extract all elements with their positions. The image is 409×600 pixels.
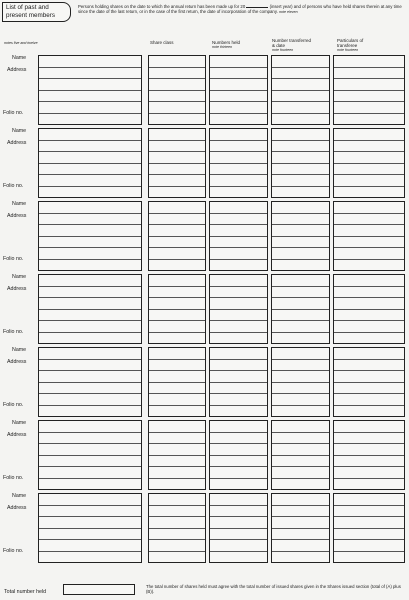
particulars-heading [337,38,363,53]
entry-row-field[interactable] [210,529,267,541]
entry-row-field[interactable] [272,506,329,518]
entry-row-field[interactable] [272,237,329,249]
entry-row-field[interactable] [334,310,404,322]
entry-row-field[interactable] [334,517,404,529]
entry-row-field[interactable] [39,91,141,103]
share-class-grid [148,493,206,563]
entry-row-field[interactable] [272,287,329,299]
numbers-held-note: note thirteen [212,45,232,49]
entry-row-field[interactable] [272,552,329,563]
entry-row-field[interactable] [149,129,205,141]
entry-row-field[interactable] [39,152,141,164]
entry-row-field[interactable] [210,552,267,563]
entry-row-field[interactable] [334,260,404,271]
entry-row-field[interactable] [149,433,205,445]
entry-row-field[interactable] [149,225,205,237]
entry-row-field[interactable] [272,360,329,372]
entry-row-field[interactable] [149,298,205,310]
entry-row-field[interactable] [149,141,205,153]
entry-row-field[interactable] [272,260,329,271]
name-address-grid [38,55,142,125]
number-transferred-label1: Number transferred [272,38,312,43]
entry-row-field[interactable] [272,433,329,445]
entry-row-field[interactable] [39,79,141,91]
particulars-grid [333,201,405,271]
name-label: Name [12,55,27,61]
entry-row-field[interactable] [334,444,404,456]
intro-part1: Persons holding shares on the date to which the annual return has been made up for 20 [78,4,246,9]
entry-row-field[interactable] [334,187,404,198]
entry-row-field[interactable] [272,298,329,310]
name-label: Name [12,201,27,207]
share-class-grid [148,420,206,490]
entry-row-field[interactable] [210,348,267,360]
numbers-held-grid [209,274,268,344]
number-transferred-note: note fourteen [272,48,294,52]
folio-label: Folio no. [3,183,24,189]
section-title-line2: present members [6,12,55,19]
entry-row-field[interactable] [272,394,329,406]
entry-row-field[interactable] [210,187,267,198]
member-block [0,55,409,129]
total-number-held-field[interactable] [63,584,135,595]
entry-row-field[interactable] [210,225,267,237]
entry-row-field[interactable] [149,383,205,395]
entry-row-field[interactable] [272,310,329,322]
name-label: Name [12,347,27,353]
particulars-grid [333,347,405,417]
entry-row-field[interactable] [272,406,329,417]
entry-row-field[interactable] [210,321,267,333]
particulars-grid [333,128,405,198]
entry-row-field[interactable] [272,421,329,433]
entry-row-field[interactable] [149,237,205,249]
entry-row-field[interactable] [272,529,329,541]
name-column-note: notes five and twelve [4,41,38,45]
entry-row-field[interactable] [39,175,141,187]
entry-row-field[interactable] [210,456,267,468]
numbers-held-grid [209,347,268,417]
entry-row-field[interactable] [334,68,404,80]
entry-row-field[interactable] [272,540,329,552]
entry-row-field[interactable] [334,506,404,518]
numbers-held-grid [209,493,268,563]
particulars-grid [333,493,405,563]
number-transferred-grid [271,347,330,417]
entry-row-field[interactable] [210,175,267,187]
entry-row-field[interactable] [272,517,329,529]
address-label: Address [7,505,27,511]
entry-row-field[interactable] [334,529,404,541]
entry-row-field[interactable] [272,129,329,141]
entry-row-field[interactable] [39,383,141,395]
entry-row-field[interactable] [272,187,329,198]
entry-row-field[interactable] [149,371,205,383]
entry-row-field[interactable] [39,394,141,406]
entry-row-field[interactable] [334,552,404,563]
section-title-line1: List of past and [6,4,49,11]
entry-row-field[interactable] [39,406,141,417]
particulars-label2: transferee [337,43,358,48]
entry-row-field[interactable] [149,187,205,198]
numbers-held-label: Numbers held [212,40,241,45]
number-transferred-grid [271,55,330,125]
entry-row-field[interactable] [149,102,205,114]
entry-row-field[interactable] [149,56,205,68]
entry-row-field[interactable] [39,275,141,287]
entry-row-field[interactable] [149,360,205,372]
address-label: Address [7,67,27,73]
number-transferred-grid [271,493,330,563]
entry-row-field[interactable] [149,321,205,333]
entry-row-field[interactable] [334,275,404,287]
entry-row-field[interactable] [39,552,141,563]
entry-row-field[interactable] [39,164,141,176]
entry-row-field[interactable] [149,444,205,456]
entry-row-field[interactable] [210,479,267,490]
entry-row-field[interactable] [272,152,329,164]
entry-row-field[interactable] [272,333,329,344]
entry-row-field[interactable] [39,444,141,456]
entry-row-field[interactable] [210,494,267,506]
name-label: Name [12,274,27,280]
name-address-grid [38,347,142,417]
entry-row-field[interactable] [272,79,329,91]
particulars-grid [333,420,405,490]
entry-row-field[interactable] [39,102,141,114]
share-class-grid [148,274,206,344]
address-label: Address [7,140,27,146]
entry-row-field[interactable] [334,494,404,506]
entry-row-field[interactable] [272,494,329,506]
entry-row-field[interactable] [39,540,141,552]
entry-row-field[interactable] [334,141,404,153]
entry-row-field[interactable] [210,248,267,260]
address-label: Address [7,432,27,438]
share-class-heading: Share class [150,40,174,45]
entry-row-field[interactable] [39,421,141,433]
entry-row-field[interactable] [149,348,205,360]
entry-row-field[interactable] [39,321,141,333]
number-transferred-grid [271,420,330,490]
entry-row-field[interactable] [334,152,404,164]
entry-row-field[interactable] [149,68,205,80]
entry-row-field[interactable] [272,114,329,125]
folio-label: Folio no. [3,110,24,116]
entry-row-field[interactable] [272,444,329,456]
numbers-held-grid [209,420,268,490]
entry-row-field[interactable] [39,214,141,226]
entry-row-field[interactable] [334,175,404,187]
entry-row-field[interactable] [210,152,267,164]
entry-row-field[interactable] [210,383,267,395]
entry-row-field[interactable] [149,467,205,479]
entry-row-field[interactable] [210,129,267,141]
entry-row-field[interactable] [210,287,267,299]
entry-row-field[interactable] [39,529,141,541]
number-transferred-grid [271,128,330,198]
year-field[interactable] [246,7,268,8]
intro-note: note eleven [279,10,298,15]
entry-row-field[interactable] [39,298,141,310]
entry-row-field[interactable] [334,421,404,433]
entry-row-field[interactable] [39,506,141,518]
numbers-held-grid [209,128,268,198]
address-label: Address [7,359,27,365]
entry-row-field[interactable] [39,260,141,271]
entry-row-field[interactable] [149,394,205,406]
share-class-grid [148,201,206,271]
entry-row-field[interactable] [334,467,404,479]
entry-row-field[interactable] [210,506,267,518]
entry-row-field[interactable] [39,129,141,141]
entry-row-field[interactable] [210,421,267,433]
entry-row-field[interactable] [39,479,141,490]
entry-row-field[interactable] [39,237,141,249]
entry-row-field[interactable] [149,91,205,103]
entry-row-field[interactable] [272,202,329,214]
name-label: Name [12,128,27,134]
entry-row-field[interactable] [39,310,141,322]
member-block [0,128,409,202]
address-label: Address [7,213,27,219]
entry-row-field[interactable] [272,348,329,360]
entry-row-field[interactable] [39,494,141,506]
entry-row-field[interactable] [149,310,205,322]
entry-row-field[interactable] [39,202,141,214]
folio-label: Folio no. [3,475,24,481]
entry-row-field[interactable] [334,214,404,226]
entry-row-field[interactable] [210,164,267,176]
number-transferred-grid [271,201,330,271]
entry-row-field[interactable] [149,479,205,490]
entry-row-field[interactable] [39,287,141,299]
entry-row-field[interactable] [39,433,141,445]
entry-row-field[interactable] [149,456,205,468]
name-address-grid [38,274,142,344]
entry-row-field[interactable] [149,494,205,506]
entry-row-field[interactable] [39,68,141,80]
entry-row-field[interactable] [210,394,267,406]
entry-row-field[interactable] [210,68,267,80]
entry-row-field[interactable] [39,456,141,468]
particulars-note: note fourteen [337,48,359,52]
entry-row-field[interactable] [272,102,329,114]
name-address-grid [38,493,142,563]
entry-row-field[interactable] [334,287,404,299]
entry-row-field[interactable] [210,333,267,344]
entry-row-field[interactable] [210,433,267,445]
entry-row-field[interactable] [272,456,329,468]
name-address-grid [38,201,142,271]
entry-row-field[interactable] [272,214,329,226]
member-block [0,493,409,567]
entry-row-field[interactable] [334,164,404,176]
entry-row-field[interactable] [210,141,267,153]
entry-row-field[interactable] [149,114,205,125]
entry-row-field[interactable] [39,333,141,344]
entry-row-field[interactable] [334,360,404,372]
entry-row-field[interactable] [272,321,329,333]
entry-row-field[interactable] [334,406,404,417]
entry-row-field[interactable] [149,152,205,164]
entry-row-field[interactable] [149,275,205,287]
entry-row-field[interactable] [149,214,205,226]
particulars-label1: Particulars of [337,38,364,43]
numbers-held-grid [209,201,268,271]
entry-row-field[interactable] [149,529,205,541]
entry-row-field[interactable] [334,237,404,249]
entry-row-field[interactable] [272,141,329,153]
number-transferred-heading [272,38,311,53]
entry-row-field[interactable] [272,225,329,237]
entry-row-field[interactable] [334,321,404,333]
entry-row-field[interactable] [210,260,267,271]
particulars-grid [333,55,405,125]
entry-row-field[interactable] [39,141,141,153]
entry-row-field[interactable] [272,56,329,68]
entry-row-field[interactable] [149,552,205,563]
entry-row-field[interactable] [149,202,205,214]
entry-row-field[interactable] [149,506,205,518]
number-transferred-label2: & date [272,43,286,48]
entry-row-field[interactable] [210,275,267,287]
total-note: The total number of shares held must agree with the total number of issued shares given in the Shares issued section (total of (A) plus (B)). [146,584,401,595]
entry-row-field[interactable] [210,540,267,552]
share-class-grid [148,55,206,125]
entry-row-field[interactable] [39,467,141,479]
member-block [0,201,409,275]
entry-row-field[interactable] [272,248,329,260]
entry-row-field[interactable] [334,91,404,103]
entry-row-field[interactable] [272,164,329,176]
entry-row-field[interactable] [210,310,267,322]
entry-row-field[interactable] [210,56,267,68]
intro-text [78,4,404,16]
entry-row-field[interactable] [149,260,205,271]
entry-row-field[interactable] [334,479,404,490]
number-transferred-grid [271,274,330,344]
entry-row-field[interactable] [39,56,141,68]
entry-row-field[interactable] [210,214,267,226]
entry-row-field[interactable] [149,164,205,176]
entry-row-field[interactable] [272,479,329,490]
entry-row-field[interactable] [210,360,267,372]
entry-row-field[interactable] [334,102,404,114]
entry-row-field[interactable] [334,202,404,214]
entry-row-field[interactable] [210,114,267,125]
entry-row-field[interactable] [149,421,205,433]
entry-row-field[interactable] [272,383,329,395]
entry-row-field[interactable] [39,248,141,260]
entry-row-field[interactable] [334,433,404,445]
entry-row-field[interactable] [210,102,267,114]
entry-row-field[interactable] [334,129,404,141]
share-class-grid [148,128,206,198]
member-block [0,347,409,421]
entry-row-field[interactable] [334,225,404,237]
entry-row-field[interactable] [210,517,267,529]
entry-row-field[interactable] [334,333,404,344]
entry-row-field[interactable] [334,394,404,406]
entry-row-field[interactable] [334,298,404,310]
entry-row-field[interactable] [272,371,329,383]
entry-row-field[interactable] [334,540,404,552]
intro-part2: (insert year) and of persons who have held shares therein at any time since the date of the last return, or in the case of the first return, the date of incorporation of the company. [78,4,402,15]
entry-row-field[interactable] [210,406,267,417]
share-class-grid [148,347,206,417]
numbers-held-grid [209,55,268,125]
member-block [0,274,409,348]
entry-row-field[interactable] [149,175,205,187]
entry-row-field[interactable] [149,79,205,91]
entry-row-field[interactable] [272,68,329,80]
entry-row-field[interactable] [39,114,141,125]
section-title [2,2,71,22]
entry-row-field[interactable] [210,444,267,456]
entry-row-field[interactable] [272,91,329,103]
folio-label: Folio no. [3,256,24,262]
entry-row-field[interactable] [272,175,329,187]
address-label: Address [7,286,27,292]
entry-row-field[interactable] [210,202,267,214]
entry-row-field[interactable] [39,371,141,383]
folio-label: Folio no. [3,329,24,335]
entry-row-field[interactable] [334,79,404,91]
entry-row-field[interactable] [39,225,141,237]
entry-row-field[interactable] [39,348,141,360]
entry-row-field[interactable] [334,348,404,360]
entry-row-field[interactable] [272,275,329,287]
folio-label: Folio no. [3,402,24,408]
entry-row-field[interactable] [210,467,267,479]
numbers-held-heading [212,40,240,50]
entry-row-field[interactable] [149,540,205,552]
name-address-grid [38,128,142,198]
entry-row-field[interactable] [334,56,404,68]
entry-row-field[interactable] [334,248,404,260]
entry-row-field[interactable] [149,248,205,260]
name-label: Name [12,420,27,426]
entry-row-field[interactable] [334,383,404,395]
name-address-grid [38,420,142,490]
entry-row-field[interactable] [149,517,205,529]
entry-row-field[interactable] [149,333,205,344]
member-block [0,420,409,494]
total-number-held-label: Total number held [4,589,47,595]
entry-row-field[interactable] [149,287,205,299]
entry-row-field[interactable] [39,187,141,198]
entry-row-field[interactable] [272,467,329,479]
entry-row-field[interactable] [39,360,141,372]
entry-row-field[interactable] [210,237,267,249]
entry-row-field[interactable] [210,298,267,310]
entry-row-field[interactable] [334,371,404,383]
entry-row-field[interactable] [210,79,267,91]
entry-row-field[interactable] [149,406,205,417]
particulars-grid [333,274,405,344]
name-label: Name [12,493,27,499]
entry-row-field[interactable] [210,371,267,383]
entry-row-field[interactable] [334,456,404,468]
entry-row-field[interactable] [39,517,141,529]
folio-label: Folio no. [3,548,24,554]
entry-row-field[interactable] [334,114,404,125]
entry-row-field[interactable] [210,91,267,103]
